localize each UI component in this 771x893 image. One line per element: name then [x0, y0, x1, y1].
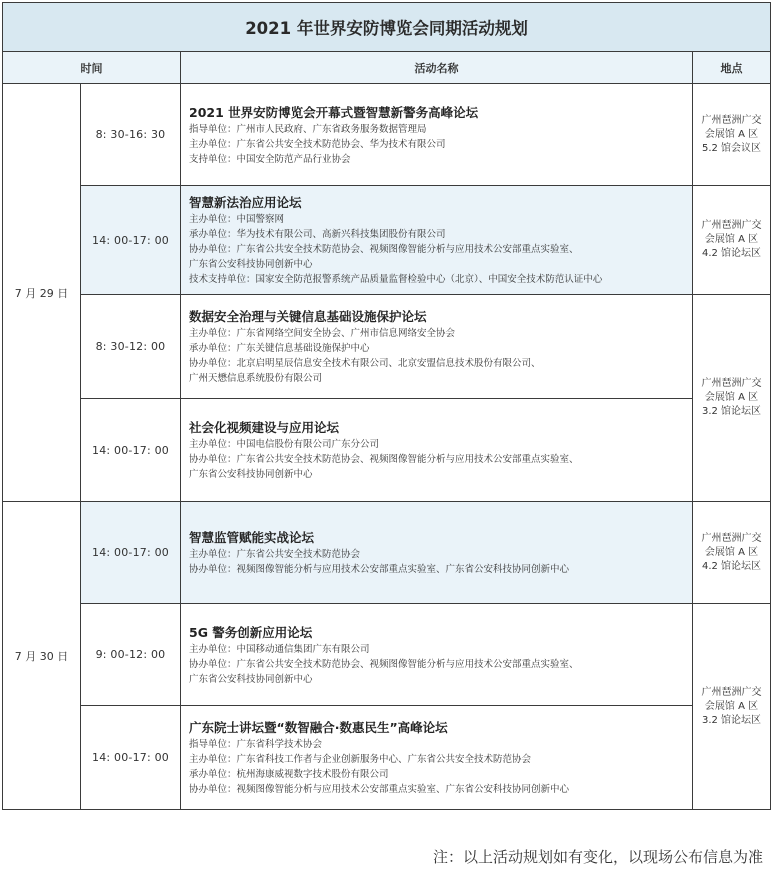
activity-detail: 主办单位：广东省科技工作者与企业创新服务中心、广东省公共安全技术防范协会 — [189, 754, 532, 765]
activity-title: 5G 警务创新应用论坛 — [189, 624, 313, 640]
activity-detail: 承办单位：广东关键信息基础设施保护中心 — [189, 343, 370, 354]
header-time: 时间 — [3, 52, 181, 84]
table-row — [3, 502, 771, 604]
time-cell: 9: 00-12: 00 — [81, 604, 181, 706]
schedule-table-container — [2, 2, 770, 810]
time-cell: 14: 00-17: 00 — [81, 502, 181, 604]
location-cell — [693, 604, 771, 810]
location-cell — [693, 84, 771, 186]
activity-cell — [181, 604, 693, 706]
location-text: 广州琶洲广交会展馆 A 区 4.2 馆论坛区 — [701, 532, 762, 572]
activity-cell — [181, 84, 693, 186]
header-activity: 活动名称 — [181, 52, 693, 84]
activity-cell — [181, 706, 693, 810]
location-cell — [693, 186, 771, 295]
date-cell: 7 月 29 日 — [3, 84, 81, 502]
time-cell: 14: 00-17: 00 — [81, 186, 181, 295]
time-cell: 14: 00-17: 00 — [81, 399, 181, 502]
activity-cell — [181, 186, 693, 295]
activity-detail: 主办单位：中国警察网 — [189, 214, 285, 225]
table-row — [3, 84, 771, 186]
location-text: 广州琶洲广交会展馆 A 区 5.2 馆会议区 — [701, 114, 762, 154]
activity-detail: 协办单位：视频图像智能分析与应用技术公安部重点实验室、广东省公安科技协同创新中心 — [189, 784, 570, 795]
time-cell: 14: 00-17: 00 — [81, 706, 181, 810]
activity-detail: 承办单位：杭州海康威视数字技术股份有限公司 — [189, 769, 389, 780]
activity-title: 社会化视频建设与应用论坛 — [189, 420, 340, 435]
activity-title: 广东院士讲坛暨“数智融合·数惠民生”高峰论坛 — [189, 720, 448, 735]
activity-detail: 广州天懋信息系统股份有限公司 — [189, 373, 323, 384]
location-text: 广州琶洲广交会展馆 A 区 4.2 馆论坛区 — [701, 220, 762, 259]
activity-detail: 协办单位：北京启明星辰信息安全技术有限公司、北京安盟信息技术股份有限公司、 — [189, 358, 541, 369]
table-title: 2021 年世界安防博览会同期活动规划 — [3, 3, 771, 52]
time-cell: 8: 30-12: 00 — [81, 295, 181, 399]
activity-title: 2021 世界安防博览会开幕式暨智慧新警务高峰论坛 — [189, 104, 479, 120]
location-cell — [693, 502, 771, 604]
table-row — [3, 706, 771, 810]
time-cell: 8: 30-16: 30 — [81, 84, 181, 186]
activity-detail: 主办单位：广东省网络空间安全协会、广州市信息网络安全协会 — [189, 328, 456, 339]
activity-title: 智慧监管赋能实战论坛 — [189, 530, 315, 545]
activity-cell — [181, 295, 693, 399]
location-cell — [693, 295, 771, 502]
activity-detail: 主办单位：广东省公共安全技术防范协会 — [189, 549, 361, 560]
footnote: 注：以上活动规划如有变化，以现场公布信息为准 — [432, 848, 763, 866]
activity-detail: 协办单位：视频图像智能分析与应用技术公安部重点实验室、广东省公安科技协同创新中心 — [189, 564, 570, 575]
activity-detail: 技术支持单位：国家安全防范报警系统产品质量监督检验中心（北京）、中国安全技术防范认证中心 — [189, 274, 603, 285]
location-text: 广州琶洲广交会展馆 A 区 3.2 馆论坛区 — [701, 686, 762, 726]
activity-detail: 承办单位：华为技术有限公司、高新兴科技集团股份有限公司 — [189, 229, 446, 240]
schedule-table — [2, 2, 771, 810]
activity-detail: 协办单位：广东省公共安全技术防范协会、视频图像智能分析与应用技术公安部重点实验室、 — [189, 244, 579, 255]
activity-detail: 广东省公安科技协同创新中心 — [189, 469, 313, 480]
activity-detail: 主办单位：广东省公共安全技术防范协会、华为技术有限公司 — [189, 138, 446, 150]
activity-detail: 主办单位：中国移动通信集团广东有限公司 — [189, 643, 370, 655]
activity-detail: 指导单位：广东省科学技术协会 — [189, 739, 323, 750]
activity-detail: 指导单位：广州市人民政府、广东省政务服务数据管理局 — [189, 123, 427, 135]
activity-cell — [181, 502, 693, 604]
table-row — [3, 295, 771, 399]
table-row — [3, 186, 771, 295]
activity-detail: 广东省公安科技协同创新中心 — [189, 673, 313, 685]
activity-cell — [181, 399, 693, 502]
header-location: 地点 — [693, 52, 771, 84]
activity-detail: 协办单位：广东省公共安全技术防范协会、视频图像智能分析与应用技术公安部重点实验室、 — [189, 454, 579, 465]
activity-title: 智慧新法治应用论坛 — [189, 195, 302, 210]
activity-detail: 主办单位：中国电信股份有限公司广东分公司 — [189, 439, 380, 450]
header-row — [3, 52, 771, 84]
table-row — [3, 604, 771, 706]
activity-detail: 广东省公安科技协同创新中心 — [189, 259, 313, 270]
activity-detail: 协办单位：广东省公共安全技术防范协会、视频图像智能分析与应用技术公安部重点实验室、 — [189, 658, 579, 670]
table-row — [3, 399, 771, 502]
date-cell: 7 月 30 日 — [3, 502, 81, 810]
activity-title: 数据安全治理与关键信息基础设施保护论坛 — [189, 309, 427, 324]
activity-detail: 支持单位：中国安全防范产品行业协会 — [189, 153, 351, 165]
location-text: 广州琶洲广交会展馆 A 区 3.2 馆论坛区 — [701, 378, 762, 417]
